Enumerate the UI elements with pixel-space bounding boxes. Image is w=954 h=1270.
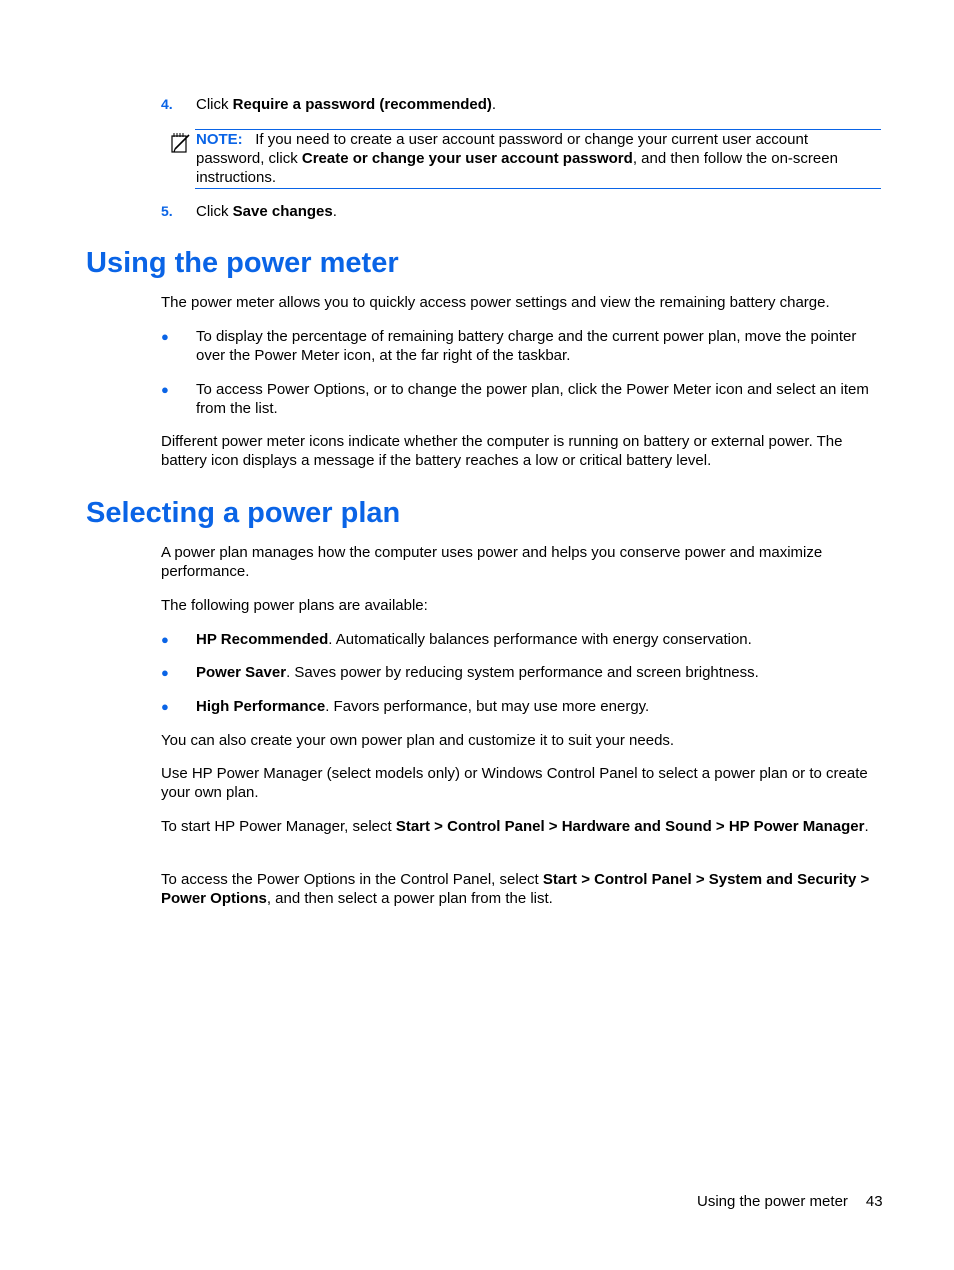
page-number: 43 <box>865 1193 883 1210</box>
note-label: NOTE: <box>196 131 243 148</box>
list-item: HP Recommended. Automatically balances performance with energy conservation. <box>196 631 752 648</box>
paragraph: You can also create your own power plan and customize it to suit your needs. <box>161 732 675 749</box>
paragraph: To start HP Power Manager, select Start > Control Panel > Hardware and Sound > HP Power Manager. <box>161 818 869 835</box>
step-text: Click Save changes. <box>196 203 337 220</box>
page-footer <box>697 1192 883 1211</box>
paragraph: The following power plans are available: <box>161 597 428 614</box>
note-icon <box>170 132 192 154</box>
paragraph: Use HP Power Manager (select models only) or Windows Control Panel to select a power plan or to create your own plan. <box>161 765 868 801</box>
note-text: NOTE: If you need to create a user account password or change your current user account password, click Create or change your user account password, and then follow the on-screen instructions. <box>196 131 838 186</box>
bullet-icon: ● <box>161 329 169 344</box>
list-item: Power Saver. Saves power by reducing system performance and screen brightness. <box>196 664 759 681</box>
step-number: 5. <box>161 203 173 219</box>
paragraph: The power meter allows you to quickly access power settings and view the remaining battery charge. <box>161 294 830 311</box>
paragraph: To access the Power Options in the Control Panel, select Start > Control Panel > System and Security > Power Options, and then select a power plan from the list. <box>161 871 870 907</box>
section-heading-power-plan: Selecting a power plan <box>86 497 401 529</box>
footer-title: Using the power meter <box>697 1193 848 1210</box>
bullet-icon: ● <box>161 699 169 714</box>
paragraph: Different power meter icons indicate whether the computer is running on battery or external power. The battery icon displays a message if the battery reaches a low or critical battery level. <box>161 433 843 469</box>
paragraph: A power plan manages how the computer uses power and helps you conserve power and maximize performance. <box>161 544 823 580</box>
step-number: 4. <box>161 96 173 112</box>
bullet-icon: ● <box>161 665 169 680</box>
list-item: High Performance. Favors performance, but may use more energy. <box>196 698 650 715</box>
list-item: To access Power Options, or to change the power plan, click the Power Meter icon and select an item from the list. <box>196 381 869 417</box>
list-item: To display the percentage of remaining battery charge and the current power plan, move the pointer over the Power Meter icon, at the far right of the taskbar. <box>196 328 857 364</box>
bullet-icon: ● <box>161 382 169 397</box>
step-text: Click Require a password (recommended). <box>196 96 497 113</box>
bullet-icon: ● <box>161 632 169 647</box>
section-heading-power-meter: Using the power meter <box>86 247 399 279</box>
